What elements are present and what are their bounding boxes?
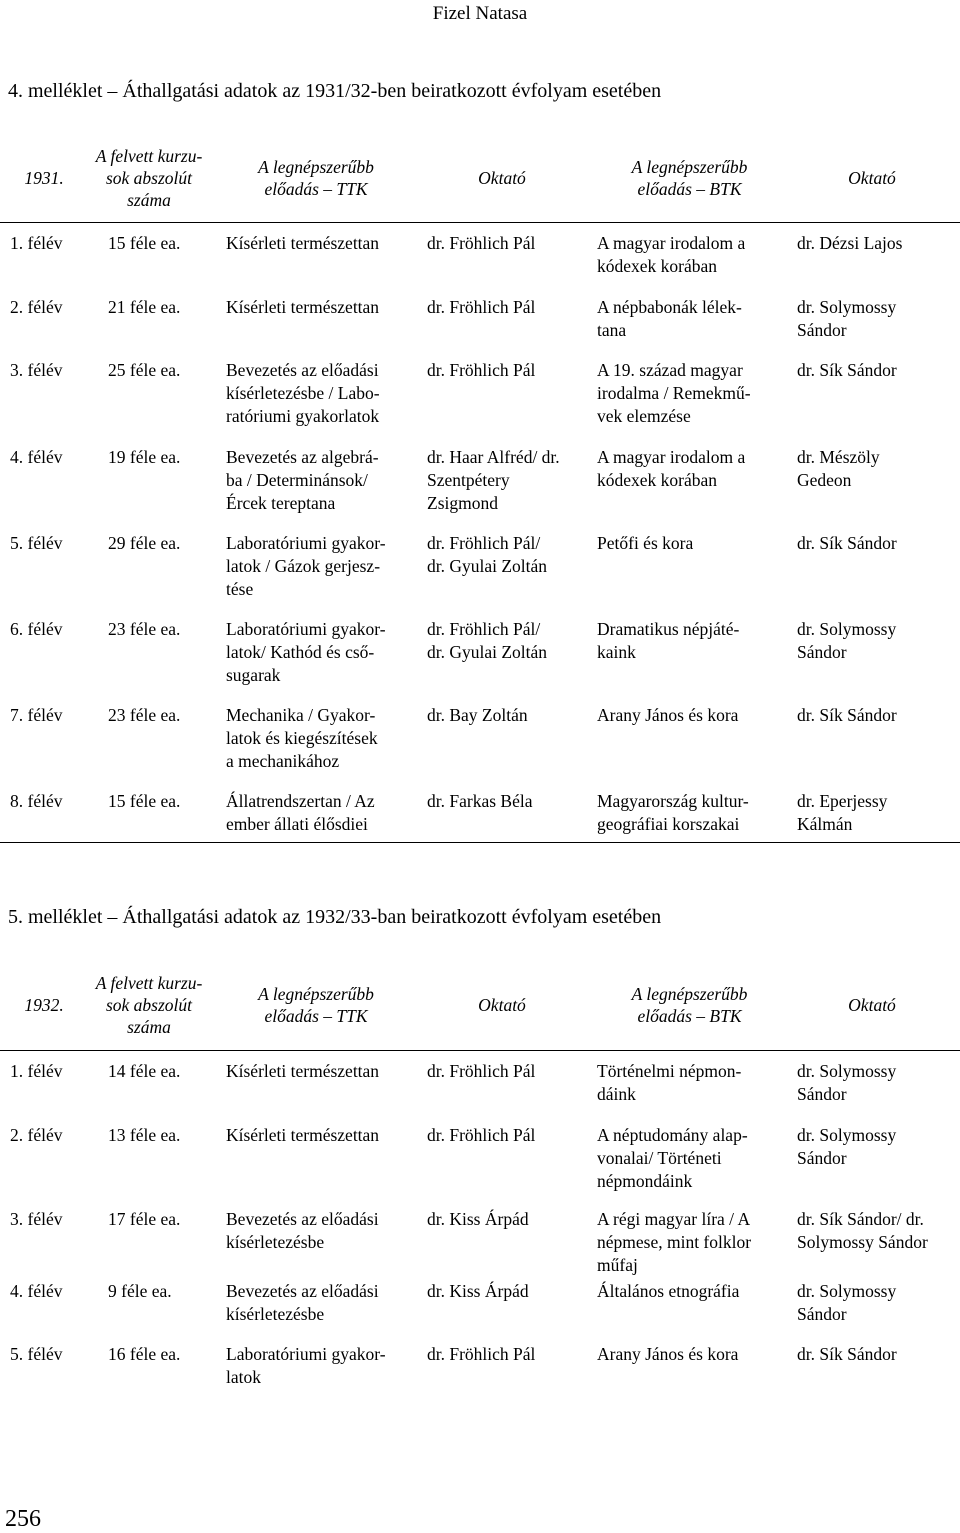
column-header-ttk: A legnépszerűbb előadás – TTK — [258, 157, 374, 199]
table-cell-t2: dr. Solymossy Sándor — [797, 297, 897, 340]
column-header-count: A felvett kurzu- sok abszolút száma — [95, 973, 203, 1037]
table-cell-count: 9 féle ea. — [108, 1281, 172, 1301]
table-cell-ttk: Laboratóriumi gyakor- latok / Gázok gerjesz- tése — [226, 533, 386, 599]
table-cell-btk: Magyarország kultur- geográfiai korszakai — [597, 791, 749, 834]
table-cell-sem: 4. félév — [10, 447, 63, 467]
table-cell-t2: dr. Eperjessy Kálmán — [797, 791, 888, 834]
table-cell-sem: 6. félév — [10, 619, 63, 639]
column-header-year: 1932. — [24, 995, 64, 1015]
table-cell-btk: Általános etnográfia — [597, 1281, 740, 1301]
table-cell-ttk: Bevezetés az algebrá- ba / Determinánsok/ Ércek tereptana — [226, 447, 379, 513]
table-cell-count: 14 féle ea. — [108, 1061, 181, 1081]
table-cell-t1: dr. Fröhlich Pál — [427, 360, 536, 380]
table-cell-t1: dr. Haar Alfréd/ dr. Szentpétery Zsigmond — [427, 447, 560, 513]
table-cell-count: 16 féle ea. — [108, 1344, 181, 1364]
table-cell-sem: 3. félév — [10, 360, 63, 380]
table-cell-t1: dr. Fröhlich Pál/ dr. Gyulai Zoltán — [427, 619, 548, 662]
column-header-year: 1931. — [24, 168, 64, 188]
table-cell-count: 25 féle ea. — [108, 360, 181, 380]
table-cell-btk: A 19. század magyar irodalma / Remekmű- vek elemzése — [597, 360, 751, 426]
table-cell-btk: A magyar irodalom a kódexek korában — [597, 447, 746, 490]
column-header-teacher2: Oktató — [848, 168, 896, 188]
table-cell-t1: dr. Fröhlich Pál — [427, 1061, 536, 1081]
table-cell-sem: 8. félév — [10, 791, 63, 811]
table-cell-ttk: Bevezetés az előadási kísérletezésbe — [226, 1209, 379, 1252]
table-cell-count: 15 féle ea. — [108, 233, 181, 253]
table-cell-ttk: Bevezetés az előadási kísérletezésbe / Labo- ratóriumi gyakorlatok — [226, 360, 380, 426]
table-cell-count: 19 féle ea. — [108, 447, 181, 467]
table-cell-t2: dr. Solymossy Sándor — [797, 1061, 897, 1104]
table-cell-t2: dr. Sík Sándor — [797, 1344, 897, 1364]
table-cell-t2: dr. Solymossy Sándor — [797, 1125, 897, 1168]
table-cell-ttk: Mechanika / Gyakor- latok és kiegészítések a mechanikához — [226, 705, 378, 771]
table-cell-sem: 5. félév — [10, 533, 63, 553]
table-cell-count: 15 féle ea. — [108, 791, 181, 811]
table-cell-ttk: Laboratóriumi gyakor- latok — [226, 1344, 386, 1387]
table-cell-ttk: Laboratóriumi gyakor- latok/ Kathód és cső- sugarak — [226, 619, 386, 685]
column-header-ttk: A legnépszerűbb előadás – TTK — [258, 984, 374, 1026]
table-cell-t2: dr. Dézsi Lajos — [797, 233, 903, 253]
table-cell-btk: Történelmi népmon- dáink — [597, 1061, 742, 1104]
table-cell-btk: A régi magyar líra / A népmese, mint folklor műfaj — [597, 1209, 752, 1275]
table-cell-sem: 1. félév — [10, 1061, 63, 1081]
table-cell-t2: dr. Mészöly Gedeon — [797, 447, 880, 490]
table-cell-t2: dr. Sík Sándor — [797, 360, 897, 380]
table-cell-t1: dr. Fröhlich Pál/ dr. Gyulai Zoltán — [427, 533, 548, 576]
table-cell-btk: Petőfi és kora — [597, 533, 694, 553]
table-cell-t1: dr. Fröhlich Pál — [427, 233, 536, 253]
table-cell-btk: Arany János és kora — [597, 705, 739, 725]
table-cell-t1: dr. Farkas Béla — [427, 791, 533, 811]
table-cell-btk: Dramatikus népjáté- kaink — [597, 619, 740, 662]
table-cell-t1: dr. Bay Zoltán — [427, 705, 528, 725]
table-cell-count: 17 féle ea. — [108, 1209, 181, 1229]
table-cell-t1: dr. Fröhlich Pál — [427, 1344, 536, 1364]
table-cell-t2: dr. Sík Sándor — [797, 533, 897, 553]
table-cell-sem: 2. félév — [10, 1125, 63, 1145]
table-cell-count: 21 féle ea. — [108, 297, 181, 317]
table-cell-ttk: Kísérleti természettan — [226, 233, 380, 253]
table-cell-t1: dr. Kiss Árpád — [427, 1209, 529, 1229]
table-title: 5. melléklet – Áthallgatási adatok az 1932/33-ban beiratkozott évfolyam esetében — [8, 906, 662, 928]
table-cell-ttk: Kísérleti természettan — [226, 297, 380, 317]
table-title: 4. melléklet – Áthallgatási adatok az 1931/32-ben beiratkozott évfolyam esetében — [8, 80, 662, 102]
page-number: 256 — [5, 1506, 41, 1532]
table-cell-sem: 3. félév — [10, 1209, 63, 1229]
table-cell-sem: 1. félév — [10, 233, 63, 253]
table-cell-btk: A néptudomány alap- vonalai/ Történeti népmondáink — [597, 1125, 748, 1191]
table-cell-sem: 5. félév — [10, 1344, 63, 1364]
column-header-teacher1: Oktató — [478, 168, 526, 188]
header-rule — [0, 222, 960, 223]
table-cell-t1: dr. Fröhlich Pál — [427, 1125, 536, 1145]
table-cell-count: 29 féle ea. — [108, 533, 181, 553]
table-cell-t1: dr. Fröhlich Pál — [427, 297, 536, 317]
table-cell-ttk: Bevezetés az előadási kísérletezésbe — [226, 1281, 379, 1324]
table-cell-sem: 7. félév — [10, 705, 63, 725]
header-rule — [0, 1050, 960, 1051]
column-header-btk: A legnépszerűbb előadás – BTK — [631, 984, 748, 1026]
page-header-author: Fizel Natasa — [432, 3, 528, 24]
table-bottom-rule — [0, 842, 960, 843]
column-header-btk: A legnépszerűbb előadás – BTK — [631, 157, 748, 199]
table-cell-sem: 4. félév — [10, 1281, 63, 1301]
table-cell-count: 23 féle ea. — [108, 705, 181, 725]
table-cell-ttk: Kísérleti természettan — [226, 1061, 380, 1081]
table-cell-count: 13 féle ea. — [108, 1125, 181, 1145]
table-cell-btk: Arany János és kora — [597, 1344, 739, 1364]
table-cell-sem: 2. félév — [10, 297, 63, 317]
table-cell-btk: A magyar irodalom a kódexek korában — [597, 233, 746, 276]
table-cell-btk: A népbabonák lélek- tana — [597, 297, 742, 340]
table-cell-ttk: Kísérleti természettan — [226, 1125, 380, 1145]
table-cell-t2: dr. Solymossy Sándor — [797, 1281, 897, 1324]
column-header-teacher1: Oktató — [478, 995, 526, 1015]
table-cell-count: 23 féle ea. — [108, 619, 181, 639]
column-header-count: A felvett kurzu- sok abszolút száma — [95, 146, 203, 210]
table-cell-t2: dr. Sík Sándor — [797, 705, 897, 725]
column-header-teacher2: Oktató — [848, 995, 896, 1015]
table-cell-ttk: Állatrendszertan / Az ember állati élősdiei — [226, 791, 375, 834]
table-cell-t1: dr. Kiss Árpád — [427, 1281, 529, 1301]
table-cell-t2: dr. Solymossy Sándor — [797, 619, 897, 662]
table-cell-t2: dr. Sík Sándor/ dr. Solymossy Sándor — [797, 1209, 928, 1252]
